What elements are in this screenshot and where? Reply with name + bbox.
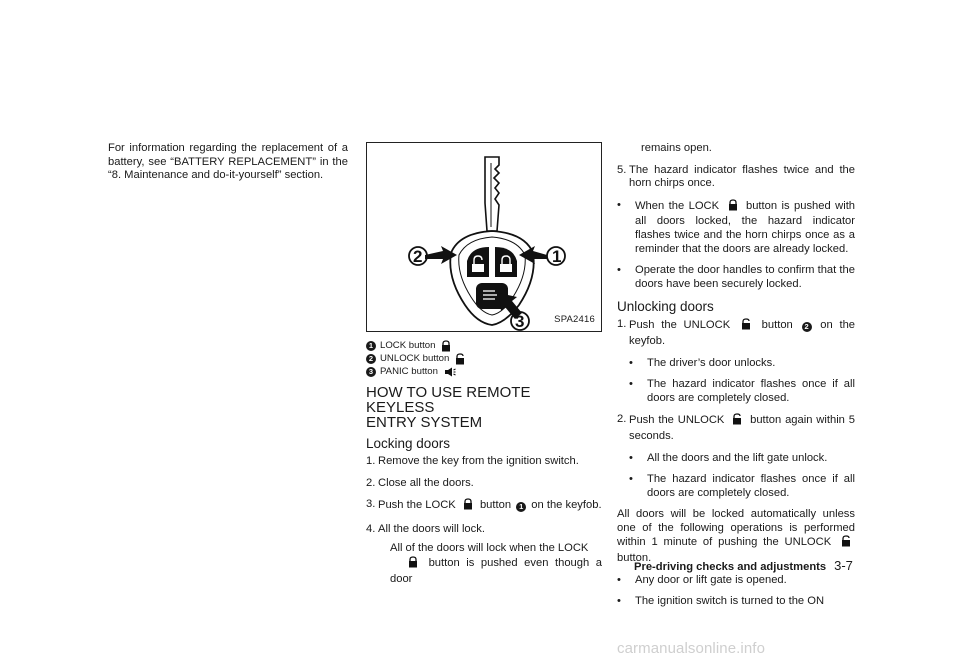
locking-step: 2. Close all the doors. (366, 476, 474, 489)
unlock-icon (841, 535, 851, 552)
callout-2: 2 (413, 247, 423, 266)
callout-ref: 1 (516, 502, 526, 512)
locking-step: 5. The hazard indicator flashes twice and the horn chirps once. (617, 163, 855, 190)
callout-ref: 2 (802, 322, 812, 332)
unlocking-bullet: • The hazard indicator flashes once if all doors are completely closed. (629, 378, 855, 404)
callout-3: 3 (515, 312, 525, 331)
locking-bullet: • Operate the door handles to confirm that the doors have been securely locked. (617, 264, 855, 290)
lock-icon (441, 340, 451, 352)
left-column (108, 142, 348, 183)
lock-icon (728, 199, 738, 216)
legend-label: LOCK button (380, 340, 436, 351)
figure-code: SPA2416 (554, 314, 595, 326)
section-title: HOW TO USE REMOTE KEYLESS ENTRY SYSTEM (366, 384, 531, 431)
legend-label: UNLOCK button (380, 353, 450, 364)
key-blade (485, 157, 499, 231)
auto-lock-paragraph: All doors will be locked automatically unless one of the following operations is performed within 1 minute of pushing the UNLOCK button. (617, 508, 855, 565)
unlocking-bullet: • All the doors and the lift gate unlock. (629, 451, 828, 464)
keyfob-illustration (366, 142, 602, 332)
unlocking-step: 1. Push the UNLOCK button 2 on the keyfob. (617, 318, 856, 347)
unlocking-doors-heading: Unlocking doors (617, 299, 714, 315)
step4-note: All of the doors will lock when the LOCK button is pushed even though a door (390, 542, 602, 585)
lock-icon (408, 556, 418, 573)
locking-step: 3. Push the LOCK button 1 on the keyfob. (366, 498, 602, 515)
legend-item (366, 365, 602, 378)
panic-horn-icon (444, 367, 456, 377)
unlock-icon (741, 318, 751, 335)
callout-number: 1 (366, 341, 376, 351)
step4-note-continued: remains open. (641, 142, 712, 154)
figure-legend (366, 339, 602, 378)
callout-number: 2 (366, 354, 376, 364)
locking-doors-heading: Locking doors (366, 436, 451, 451)
unlocking-bullet: • The hazard indicator flashes once if all doors are completely closed. (629, 473, 855, 499)
condition-bullet: • The ignition switch is turned to the ON (617, 595, 825, 608)
battery-reference-paragraph: For information regarding the replacement of a battery, see “BATTERY REPLACEMENT” in the “8. Maintenance and do-it-yourself” section. (108, 142, 348, 182)
locking-step: 4. All the doors will lock. (366, 522, 485, 535)
page-number: 3-7 (834, 558, 853, 573)
watermark: carmanualsonline.info (617, 640, 766, 657)
keyfob-drawing (367, 143, 601, 331)
unlocking-step: 2. Push the UNLOCK button again within 5 seconds. (617, 413, 855, 442)
callout-1: 1 (552, 247, 562, 266)
legend-label: PANIC button (380, 366, 438, 377)
lock-icon (463, 498, 473, 515)
legend-item (366, 352, 602, 365)
unlock-icon (455, 353, 465, 365)
right-column (617, 142, 855, 609)
unlocking-bullet: • The driver’s door unlocks. (629, 356, 776, 369)
locking-step: 1. Remove the key from the ignition switch. (366, 455, 579, 467)
locking-bullet: • When the LOCK button is pushed with all doors locked, the hazard indicator flashes twice and the horn chirps once as a reminder that the doors are already locked. (617, 198, 856, 255)
page-footer (634, 558, 853, 573)
condition-bullet: • Any door or lift gate is opened. (617, 573, 787, 586)
footer-section-title: Pre-driving checks and adjustments (634, 561, 827, 573)
unlock-icon (732, 413, 742, 430)
legend-item (366, 339, 602, 352)
middle-column (366, 142, 602, 586)
callout-number: 3 (366, 367, 376, 377)
